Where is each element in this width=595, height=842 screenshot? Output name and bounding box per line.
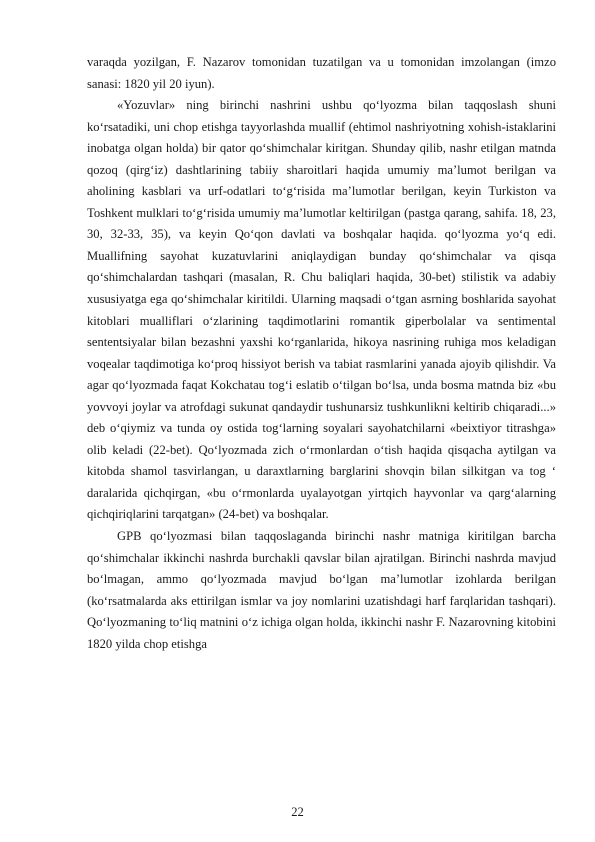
page-number: 22 <box>291 805 304 819</box>
paragraph-continuation: varaqda yozilgan, F. Nazarov tomonidan tuzatilgan va u tomonidan imzolangan (imzo sanasi: 1820 yil 20 iyun). <box>87 55 556 91</box>
paragraph-comparison: «Yozuvlar» ning birinchi nashrini ushbu qo‘lyozma bilan taqqoslash shuni ko‘rsatadiki, uni chop etishga tayyorlashda muallif (ehtimol nashriyotning xohish-istaklarini inobatga olgan holda) bir qator qo‘shimchalar kiritgan. Shunday qilib, nashr etilgan matnda qozoq (qirg‘iz) dashtlarining tabiiy sharoitlari haqida umumiy ma’lumot berilgan va aholining kasblari va urf-odatlari to‘g‘risida ma’lumotlar berilgan, keyin Turkiston va Toshkent mulklari to‘g‘risida umumiy ma’lumotlar keltirilgan (pastga qarang, sahifa. 18, 23, 30, 32-33, 35), va keyin Qo‘qon davlati va boshqalar haqida. qo‘lyozma yo‘q edi. Muallifning sayohat kuzatuvlarini aniqlaydigan bunday qo‘shimchalar va qisqa qo‘shimchalardan tashqari (masalan, R. Chu baliqlari haqida, 30-bet) stilistik va adabiy xususiyatga ega qo‘shimchalar kiritildi. Ularning maqsadi o‘tgan asrning boshlarida sayohat kitoblari mualliflari o‘zlarining taqdimotlarini romantik giperbolalar va sentimental sententsiyalar bilan bezashni yaxshi ko‘rganlarida, hikoya nasrining ruhiga mos keladigan voqealar taqdimotiga ko‘proq hissiyot berish va tabiat rasmlarini yanada ajoyib qilishdir. Va agar qo‘lyozmada faqat Kokchatau tog‘i eslatib o‘tilgan bo‘lsa, unda bosma matnda biz «bu yovvoyi joylar va atrofdagi sukunat qandaydir tushunarsiz tushkunlikni keltirib chiqaradi...» deb o‘qiymiz va tunda oy ostida tog‘larning soyalari sayohatchilarni «beixtiyor titrashga» olib keladi (22-bet). Qo‘lyozmada zich o‘rmonlardan o‘tish haqida qisqacha aytilgan va kitobda shamol tasvirlangan, u daraxtlarning barglarini shovqin bilan silkitgan va tog ‘ daralarida qichqirgan, «bu o‘rmonlarda uyalayotgan yirtqich hayvonlar va qarg‘alarning qichqiriqlarini tarqatgan» (24-bet) va boshqalar. <box>87 98 556 522</box>
body-text <box>87 52 556 655</box>
paragraph-gpb-manuscript: GPB qo‘lyozmasi bilan taqqoslaganda birinchi nashr matniga kiritilgan barcha qo‘shimchalar ikkinchi nashrda burchakli qavslar bilan ajratilgan. Birinchi nashrda mavjud bo‘lmagan, ammo qo‘lyozmada mavjud bo‘lgan ma’lumotlar izohlarda berilgan (ko‘rsatmalarda aks ettirilgan ismlar va joy nomlarini uzatishdagi harf farqlaridan tashqari). Qo‘lyozmaning to‘liq matnini o‘z ichiga olgan holda, ikkinchi nashr F. Nazarovning kitobini 1820 yilda chop etishga <box>87 529 556 651</box>
